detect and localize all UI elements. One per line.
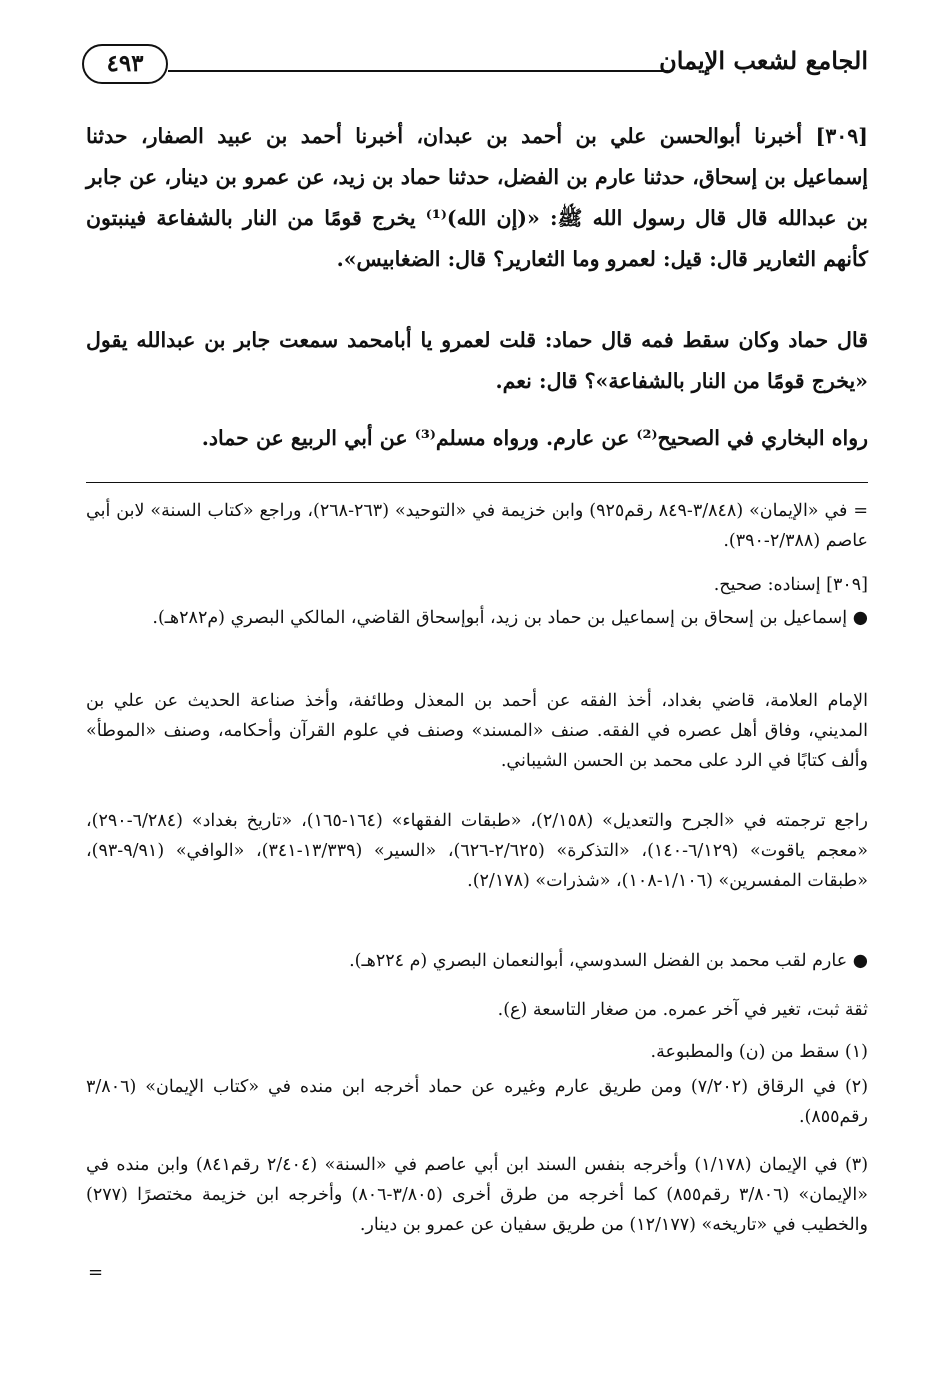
narrator-1-name: ● إسماعيل بن إسحاق بن إسماعيل بن حماد بن زيد، أبوإسحاق القاضي، المالكي البصري (م٢٨٢هـ). (86, 603, 868, 633)
hadith-text: [٣٠٩] أخبرنا أبوالحسن علي بن أحمد بن عبدان، أخبرنا أحمد بن عبيد الصفار، حدثنا إسماعيل بن إسحاق، حدثنا عارم بن الفضل، حدثنا حماد بن زيد، عن عمرو بن دينار، عن جابر بن عبدالله قال قال رسول الله ﷺ: «(إن الله)⁽¹⁾ يخرج قومًا من النار بالشفاعة فينبتون كأنهم الثعارير قال: قيل: لعمرو وما الثعارير؟ قال: الضغابيس». (86, 124, 868, 271)
narrator-2-name: ● عارم لقب محمد بن الفضل السدوسي، أبوالنعمان البصري (م ٢٢٤هـ). (86, 946, 868, 976)
header-rule (168, 70, 668, 72)
continued-mark: = (88, 1262, 104, 1283)
footnote-separator (86, 482, 868, 483)
running-title: الجامع لشعب الإيمان (659, 46, 868, 75)
narration-text: قال حماد وكان سقط فمه قال حماد: قلت لعمرو يا أبامحمد سمعت جابر بن عبدالله يقول «يخرج قومًا من النار بالشفاعة»؟ قال: نعم. (86, 328, 868, 393)
note-continuation: = في «الإيمان» (٣/٨٤٨-٨٤٩ رقم٩٢٥) وابن خزيمة في «التوحيد» (٢٦٣-٢٦٨)، وراجع «كتاب السنة» لابن أبي عاصم (٢/٣٨٨-٣٩٠). (86, 501, 869, 551)
page-header (82, 40, 868, 92)
narrator-1-references: راجع ترجمته في «الجرح والتعديل» (٢/١٥٨)، «طبقات الفقهاء» (١٦٤-١٦٥)، «تاريخ بغداد» (٦/٢٨٤-٢٩٠)، «معجم ياقوت» (٦/١٢٩-١٤٠)، «التذكرة» (٢/٦٢٥-٦٢٦)، «السير» (١٣/٣٣٩-٣٤١)، «الوافي» (٩/٩١-٩٣)، «طبقات المفسرين» (١/١٠٦-١٠٨)، «شذرات» (٢/١٧٨). (86, 811, 868, 891)
isnad-grade: [٣٠٩] إسناده: صحيح. (713, 575, 868, 595)
footnote-2: (٢) في الرقاق (٧/٢٠٢) ومن طريق عارم وغيره عن حماد أخرجه ابن منده في «كتاب الإيمان» (٣/٨٠٦ رقم٨٥٥). (86, 1077, 869, 1127)
footnote-3: (٣) في الإيمان (١/١٧٨) وأخرجه بنفس السند ابن أبي عاصم في «السنة» (٢/٤٠٤ رقم٨٤١) وابن منده في «الإيمان» (٣/٨٠٦ رقم٨٥٥) كما أخرجه من طرق أخرى (٣/٨٠٥-٨٠٦) وأخرجه ابن خزيمة مختصرًا (٢٧٧) والخطيب في «تاريخه» (١٢/١٧٧) من طريق سفيان عن عمرو بن دينار. (86, 1155, 869, 1235)
page-number: ٤٩٣ (82, 44, 168, 84)
narrator-1-bio: الإمام العلامة، قاضي بغداد، أخذ الفقه عن أحمد بن المعذل وطائفة، وأخذ صناعة الحديث عن علي بن المديني، وفاق أهل عصره في الفقه. صنف «المسند» وصنف في علوم القرآن وأحكامه، وصنف «الموطأ» وألف كتابًا في الرد على محمد بن الحسن الشيباني. (86, 691, 868, 771)
footnote-1: (١) سقط من (ن) والمطبوعة. (650, 1042, 868, 1062)
takhrij-line: رواه البخاري في الصحيح⁽²⁾ عن عارم. ورواه مسلم⁽³⁾ عن أبي الربيع عن حماد. (201, 426, 868, 450)
narrator-2-grade: ثقة ثبت، تغير في آخر عمره. من صغار التاسعة (ع). (497, 1000, 868, 1020)
